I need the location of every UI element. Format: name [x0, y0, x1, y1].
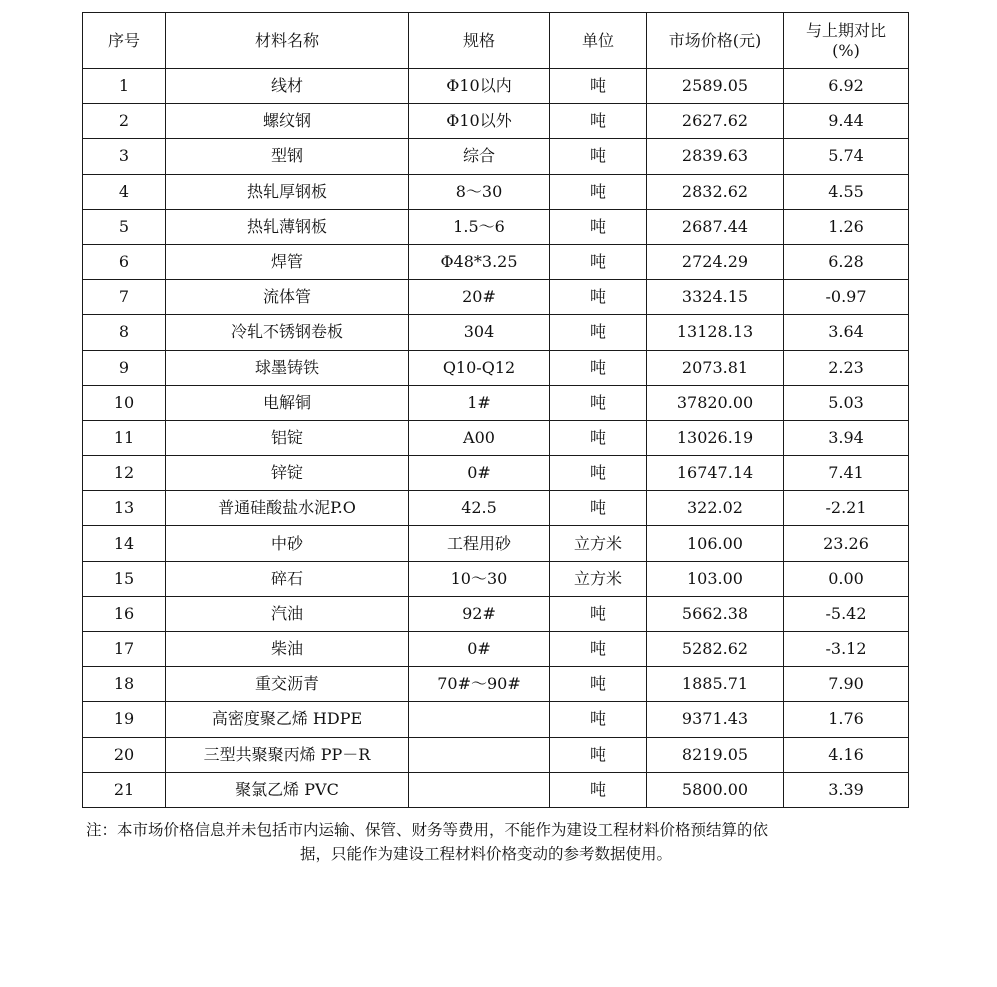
cell-index: 16 — [83, 596, 166, 631]
cell-spec: A00 — [409, 420, 550, 455]
cell-index: 8 — [83, 315, 166, 350]
cell-price: 2724.29 — [647, 244, 784, 279]
cell-spec: Φ10以内 — [409, 69, 550, 104]
cell-price: 2073.81 — [647, 350, 784, 385]
cell-spec: Φ48*3.25 — [409, 244, 550, 279]
cell-unit: 立方米 — [550, 526, 647, 561]
cell-unit: 吨 — [550, 596, 647, 631]
cell-price: 103.00 — [647, 561, 784, 596]
cell-change: 2.23 — [784, 350, 909, 385]
header-change-line1: 与上期对比 — [805, 20, 886, 40]
table-row — [83, 104, 909, 139]
cell-change: 3.94 — [784, 420, 909, 455]
cell-price: 9371.43 — [647, 702, 784, 737]
cell-change: 5.03 — [784, 385, 909, 420]
table-row — [83, 174, 909, 209]
cell-index: 9 — [83, 350, 166, 385]
header-price: 市场价格(元) — [647, 13, 784, 69]
cell-unit: 吨 — [550, 737, 647, 772]
cell-spec: 304 — [409, 315, 550, 350]
cell-material-name: 线材 — [166, 69, 409, 104]
table-row — [83, 526, 909, 561]
cell-index: 15 — [83, 561, 166, 596]
cell-change: -0.97 — [784, 280, 909, 315]
header-index: 序号 — [83, 13, 166, 69]
cell-price: 13128.13 — [647, 315, 784, 350]
footnote-line2: 据，只能作为建设工程材料价格变动的参考数据使用。 — [300, 845, 673, 863]
cell-index: 5 — [83, 209, 166, 244]
cell-unit: 吨 — [550, 280, 647, 315]
cell-spec: 70#～90# — [409, 667, 550, 702]
table-row — [83, 385, 909, 420]
cell-index: 12 — [83, 456, 166, 491]
cell-change: 9.44 — [784, 104, 909, 139]
cell-price: 5800.00 — [647, 772, 784, 807]
cell-index: 14 — [83, 526, 166, 561]
cell-index: 10 — [83, 385, 166, 420]
table-row — [83, 491, 909, 526]
cell-spec — [409, 737, 550, 772]
cell-material-name: 重交沥青 — [166, 667, 409, 702]
table-row — [83, 456, 909, 491]
price-table — [82, 12, 909, 808]
cell-index: 13 — [83, 491, 166, 526]
cell-index: 7 — [83, 280, 166, 315]
cell-material-name: 普通硅酸盐水泥P.O — [166, 491, 409, 526]
cell-price: 2589.05 — [647, 69, 784, 104]
table-row — [83, 632, 909, 667]
cell-material-name: 碎石 — [166, 561, 409, 596]
cell-change: 1.76 — [784, 702, 909, 737]
cell-material-name: 三型共聚聚丙烯 PP－R — [166, 737, 409, 772]
cell-price: 322.02 — [647, 491, 784, 526]
cell-material-name: 热轧厚钢板 — [166, 174, 409, 209]
cell-material-name: 聚氯乙烯 PVC — [166, 772, 409, 807]
cell-index: 20 — [83, 737, 166, 772]
table-row — [83, 420, 909, 455]
cell-unit: 吨 — [550, 139, 647, 174]
cell-price: 2832.62 — [647, 174, 784, 209]
cell-material-name: 高密度聚乙烯 HDPE — [166, 702, 409, 737]
header-change-line2: (%) — [832, 40, 860, 60]
cell-spec: 综合 — [409, 139, 550, 174]
cell-price: 2687.44 — [647, 209, 784, 244]
cell-spec: 0# — [409, 632, 550, 667]
table-row — [83, 69, 909, 104]
cell-spec: 92# — [409, 596, 550, 631]
cell-spec: 工程用砂 — [409, 526, 550, 561]
cell-change: 6.92 — [784, 69, 909, 104]
cell-price: 2627.62 — [647, 104, 784, 139]
table-row — [83, 702, 909, 737]
cell-unit: 吨 — [550, 244, 647, 279]
cell-change: 1.26 — [784, 209, 909, 244]
cell-material-name: 螺纹钢 — [166, 104, 409, 139]
cell-spec: 1# — [409, 385, 550, 420]
cell-material-name: 柴油 — [166, 632, 409, 667]
header-unit: 单位 — [550, 13, 647, 69]
table-body — [83, 69, 909, 808]
cell-unit: 吨 — [550, 315, 647, 350]
cell-price: 16747.14 — [647, 456, 784, 491]
cell-material-name: 锌锭 — [166, 456, 409, 491]
cell-price: 37820.00 — [647, 385, 784, 420]
cell-index: 1 — [83, 69, 166, 104]
cell-change: 23.26 — [784, 526, 909, 561]
cell-spec: 42.5 — [409, 491, 550, 526]
cell-index: 3 — [83, 139, 166, 174]
cell-index: 11 — [83, 420, 166, 455]
table-row — [83, 596, 909, 631]
cell-price: 5662.38 — [647, 596, 784, 631]
cell-unit: 吨 — [550, 350, 647, 385]
cell-change: 3.39 — [784, 772, 909, 807]
cell-spec: 20# — [409, 280, 550, 315]
cell-unit: 吨 — [550, 69, 647, 104]
cell-index: 4 — [83, 174, 166, 209]
cell-unit: 吨 — [550, 420, 647, 455]
footnote — [86, 818, 912, 866]
cell-material-name: 电解铜 — [166, 385, 409, 420]
cell-unit: 吨 — [550, 632, 647, 667]
cell-price: 2839.63 — [647, 139, 784, 174]
cell-change: -3.12 — [784, 632, 909, 667]
table-row — [83, 350, 909, 385]
cell-change: 0.00 — [784, 561, 909, 596]
table-row — [83, 209, 909, 244]
header-spec: 规格 — [409, 13, 550, 69]
cell-material-name: 铝锭 — [166, 420, 409, 455]
cell-index: 19 — [83, 702, 166, 737]
cell-change: 4.16 — [784, 737, 909, 772]
table-row — [83, 244, 909, 279]
cell-material-name: 汽油 — [166, 596, 409, 631]
cell-material-name: 冷轧不锈钢卷板 — [166, 315, 409, 350]
cell-unit: 吨 — [550, 456, 647, 491]
cell-material-name: 中砂 — [166, 526, 409, 561]
table-row — [83, 667, 909, 702]
cell-change: 7.90 — [784, 667, 909, 702]
cell-change: 3.64 — [784, 315, 909, 350]
cell-spec: 10～30 — [409, 561, 550, 596]
table-row — [83, 280, 909, 315]
cell-index: 21 — [83, 772, 166, 807]
footnote-line1: 注：本市场价格信息并未包括市内运输、保管、财务等费用，不能作为建设工程材料价格预结算的依 — [86, 821, 769, 839]
header-change — [784, 13, 909, 69]
cell-spec: 8～30 — [409, 174, 550, 209]
cell-index: 18 — [83, 667, 166, 702]
cell-price: 13026.19 — [647, 420, 784, 455]
cell-index: 6 — [83, 244, 166, 279]
cell-change: -2.21 — [784, 491, 909, 526]
cell-index: 2 — [83, 104, 166, 139]
cell-unit: 吨 — [550, 667, 647, 702]
cell-unit: 吨 — [550, 104, 647, 139]
cell-unit: 吨 — [550, 385, 647, 420]
header-name: 材料名称 — [166, 13, 409, 69]
cell-spec: Q10-Q12 — [409, 350, 550, 385]
cell-change: 7.41 — [784, 456, 909, 491]
cell-price: 8219.05 — [647, 737, 784, 772]
table-row — [83, 737, 909, 772]
cell-spec — [409, 772, 550, 807]
cell-price: 5282.62 — [647, 632, 784, 667]
cell-price: 1885.71 — [647, 667, 784, 702]
cell-unit: 吨 — [550, 209, 647, 244]
cell-material-name: 型钢 — [166, 139, 409, 174]
cell-unit: 立方米 — [550, 561, 647, 596]
table-row — [83, 561, 909, 596]
cell-material-name: 流体管 — [166, 280, 409, 315]
cell-spec: Φ10以外 — [409, 104, 550, 139]
cell-price: 106.00 — [647, 526, 784, 561]
cell-change: 6.28 — [784, 244, 909, 279]
header-row — [83, 13, 909, 69]
cell-material-name: 球墨铸铁 — [166, 350, 409, 385]
cell-price: 3324.15 — [647, 280, 784, 315]
cell-unit: 吨 — [550, 491, 647, 526]
cell-unit: 吨 — [550, 772, 647, 807]
cell-spec — [409, 702, 550, 737]
cell-unit: 吨 — [550, 174, 647, 209]
cell-unit: 吨 — [550, 702, 647, 737]
table-row — [83, 139, 909, 174]
table-row — [83, 772, 909, 807]
cell-change: 5.74 — [784, 139, 909, 174]
table-row — [83, 315, 909, 350]
cell-index: 17 — [83, 632, 166, 667]
cell-spec: 0# — [409, 456, 550, 491]
cell-material-name: 热轧薄钢板 — [166, 209, 409, 244]
cell-material-name: 焊管 — [166, 244, 409, 279]
cell-spec: 1.5～6 — [409, 209, 550, 244]
cell-change: 4.55 — [784, 174, 909, 209]
cell-change: -5.42 — [784, 596, 909, 631]
